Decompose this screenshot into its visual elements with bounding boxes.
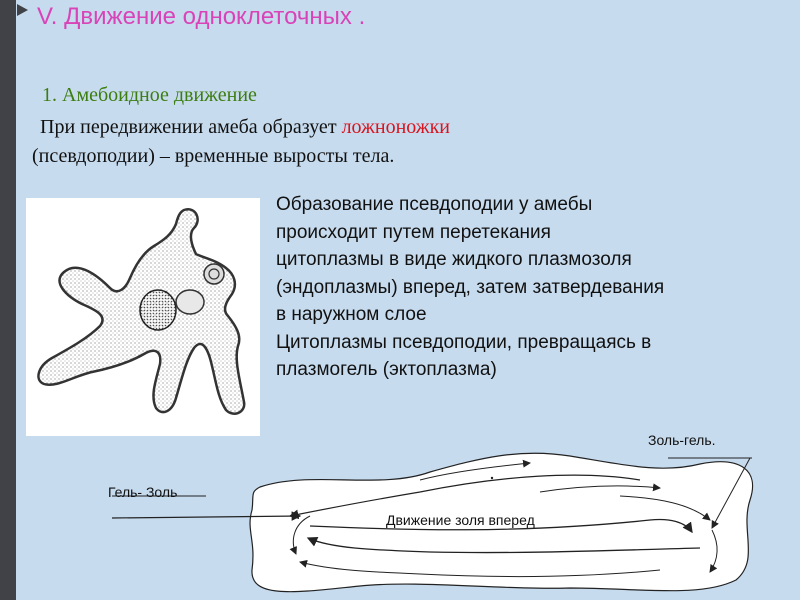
intro-text: При передвижении амеба образует — [40, 116, 342, 138]
sol-gel-label: Золь-гель. — [648, 432, 716, 448]
intro-line-1 — [32, 113, 642, 142]
sidebar-accent-bar — [0, 0, 16, 600]
description-paragraph — [276, 191, 776, 384]
intro-paragraph — [32, 113, 642, 171]
section-subtitle: 1. Амебоидное движение — [42, 84, 257, 106]
sol-forward-label: Движение золя вперед — [386, 512, 535, 528]
pseudopod-highlight: ложноножки — [341, 116, 451, 138]
slide-title: V. Движение одноклеточных . — [37, 3, 366, 30]
description-line: цитоплазмы в виде жидкого плазмозоля — [276, 249, 632, 270]
description-line: в наружном слое — [276, 304, 427, 325]
description-line: плазмогель (эктоплазма) — [276, 359, 497, 380]
gel-sol-label: Гель- Золь — [108, 484, 178, 500]
intro-line-2: (псевдоподии) – временные выросты тела. — [32, 145, 395, 167]
amoeba-icon — [26, 198, 260, 436]
bullet-arrow-icon — [17, 4, 28, 16]
description-line: Цитоплазмы псевдоподии, превращаясь в — [276, 331, 652, 353]
description-line: Образование псевдоподии у амебы — [276, 194, 593, 215]
description-line: происходит путем перетекания — [276, 221, 551, 243]
description-line: (эндоплазмы) вперед, затем затвердевания — [276, 276, 665, 298]
amoeba-illustration — [26, 198, 260, 436]
